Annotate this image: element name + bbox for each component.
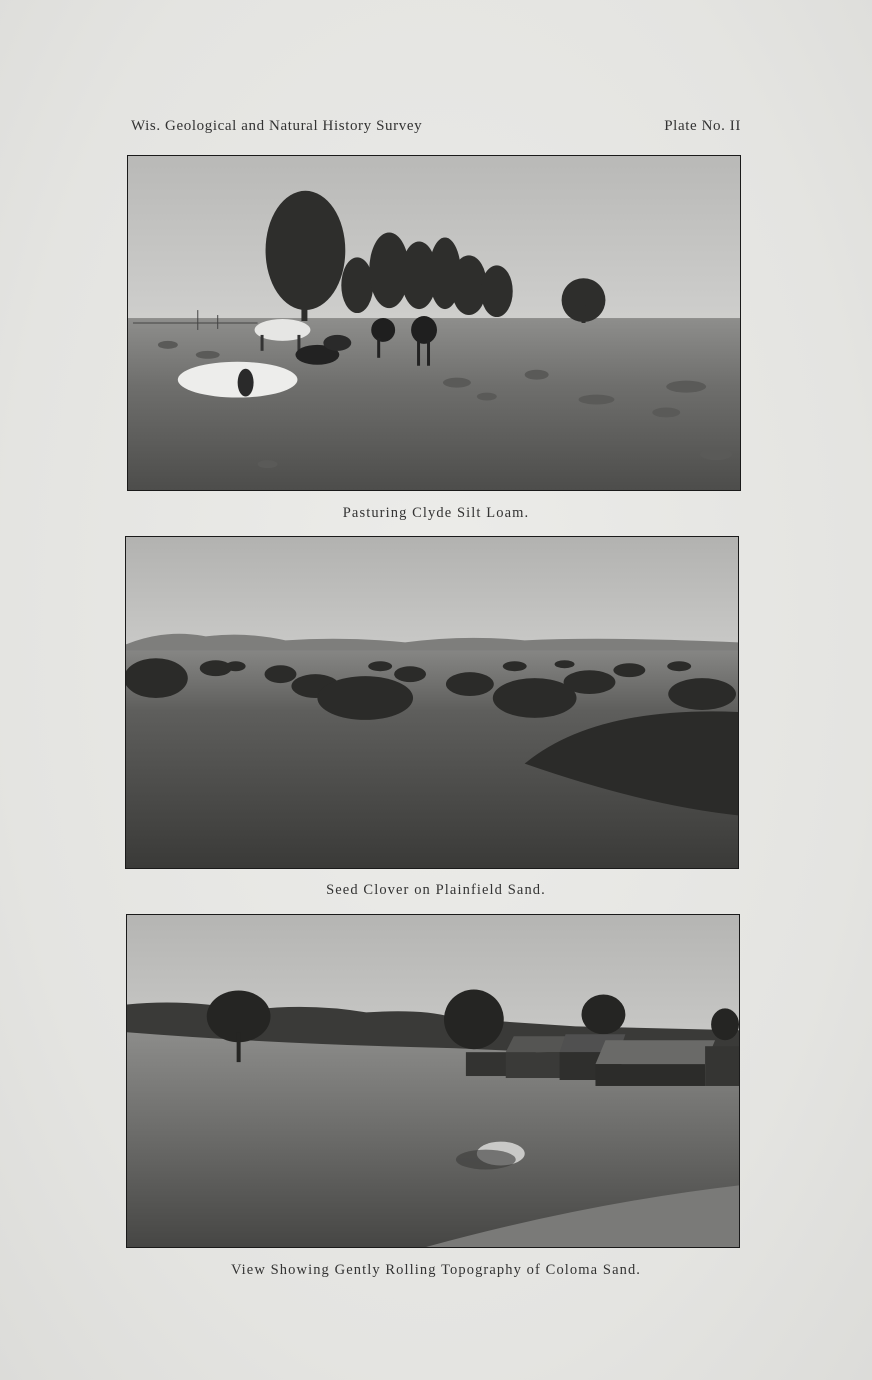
plate-number: Plate No. II bbox=[664, 118, 741, 134]
caption-plate-2: Seed Clover on Plainfield Sand. bbox=[326, 882, 546, 898]
survey-title: Wis. Geological and Natural History Survey bbox=[131, 118, 423, 134]
photo-pasture-cattle bbox=[127, 155, 741, 491]
photo-clover-stacks bbox=[125, 536, 739, 869]
caption-plate-1: Pasturing Clyde Silt Loam. bbox=[342, 505, 530, 521]
caption-plate-3: View Showing Gently Rolling Topography of Coloma Sand. bbox=[230, 1262, 642, 1278]
photo-rolling-topography bbox=[126, 914, 740, 1248]
